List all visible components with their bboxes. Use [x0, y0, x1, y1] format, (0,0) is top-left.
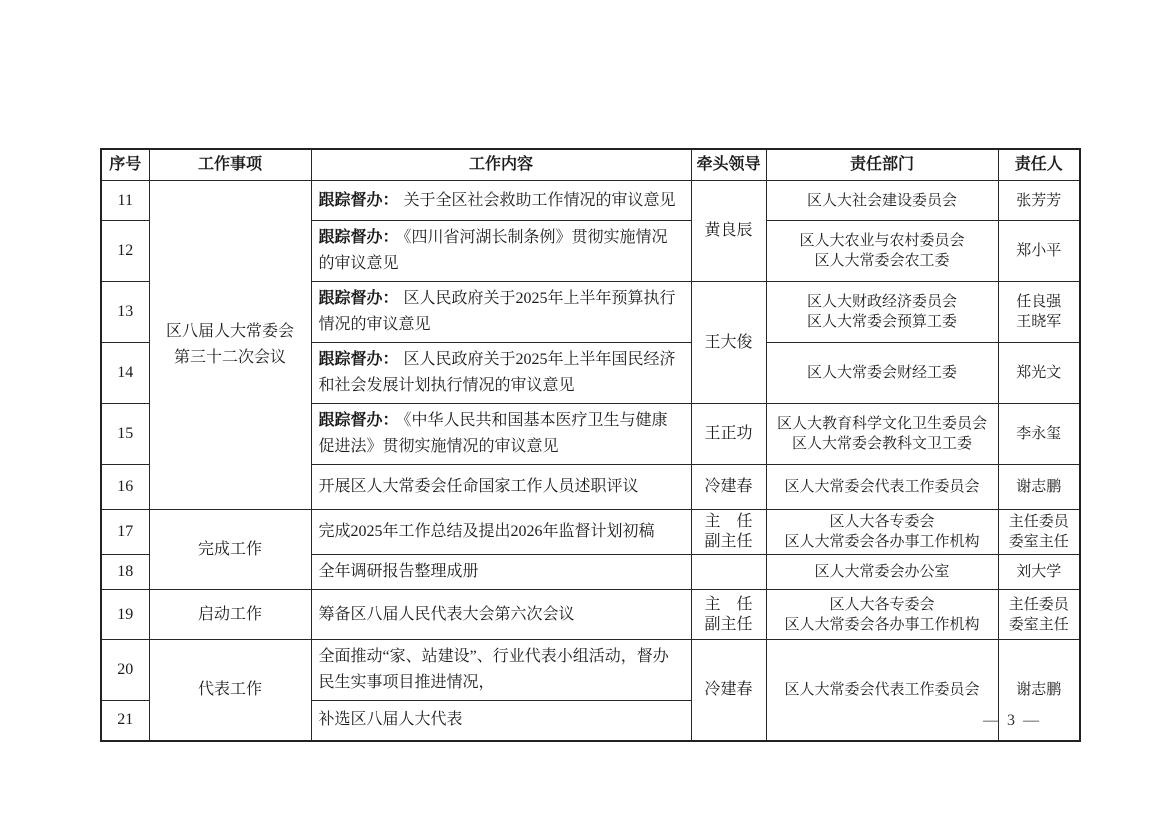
table-header-row — [101, 149, 1080, 181]
content-text: 筹备区八届人民代表大会第六次会议 — [318, 605, 575, 623]
person-cell — [998, 181, 1080, 221]
person-name: 郑小平 — [1016, 243, 1062, 259]
content-text: 补选区八届人大代表 — [318, 711, 463, 729]
person-name: 张芳芳 — [1016, 192, 1062, 209]
person-name: 谢志鹏 — [1016, 681, 1062, 698]
dept-line: 区人大常委会各办事工作机构 — [784, 534, 980, 550]
content-prefix: 跟踪督办： — [318, 229, 399, 246]
leader-name: 冷建春 — [704, 680, 753, 698]
dept-cell — [766, 465, 998, 510]
header-no: 序号 — [101, 149, 149, 181]
work-item-cell — [149, 510, 311, 590]
content-text: 关于全区社会救助工作情况的审议意见 — [403, 191, 676, 209]
leader-name: 副主任 — [704, 533, 753, 550]
row-no: 15 — [101, 404, 149, 465]
dept-cell — [766, 181, 998, 221]
lead-leader-cell — [691, 404, 766, 465]
dept-cell — [766, 640, 998, 741]
row-no: 21 — [101, 701, 149, 741]
header-lead-leader: 牵头领导 — [691, 149, 766, 181]
header-dept: 责任部门 — [766, 149, 998, 181]
content-text: 全面推动“家、站建设”、行业代表小组活动，督办民生实事项目推进情况， — [318, 648, 669, 691]
dept-line: 区人大常委会预算工委 — [806, 314, 957, 330]
row-no: 13 — [101, 282, 149, 343]
work-content-cell — [311, 181, 691, 221]
table-row — [101, 640, 1080, 701]
table-row — [101, 590, 1080, 640]
person-name: 刘大学 — [1016, 564, 1062, 580]
dept-line: 区人大常委会代表工作委员会 — [784, 681, 980, 698]
content-text: 区人民政府关于2025年上半年国民经济和社会发展计划执行情况的审议意见 — [318, 351, 676, 394]
row-no: 11 — [101, 181, 149, 221]
row-no: 20 — [101, 640, 149, 701]
table-row — [101, 510, 1080, 555]
lead-leader-cell — [691, 590, 766, 640]
dept-line: 区人大财政经济委员会 — [806, 294, 957, 310]
content-text: 区人民政府关于2025年上半年预算执行情况的审议意见 — [318, 290, 676, 333]
content-text: 开展区人大常委会任命国家工作人员述职评议 — [318, 478, 639, 495]
work-content-cell — [311, 343, 691, 404]
content-text: 完成2025年工作总结及提出2026年监督计划初稿 — [318, 523, 655, 540]
row-no: 16 — [101, 465, 149, 510]
dept-line: 区人大教育科学文化卫生委员会 — [776, 416, 987, 432]
work-content-cell — [311, 590, 691, 640]
header-work-content: 工作内容 — [311, 149, 691, 181]
lead-leader-cell — [691, 555, 766, 590]
content-prefix: 跟踪督办： — [318, 412, 399, 429]
work-content-cell — [311, 404, 691, 465]
person-cell — [998, 465, 1080, 510]
person-name: 李永玺 — [1016, 426, 1062, 442]
leader-name: 冷建春 — [704, 478, 753, 495]
person-name: 王晓军 — [1016, 314, 1062, 330]
header-person: 责任人 — [998, 149, 1080, 181]
lead-leader-cell — [691, 181, 766, 282]
dept-cell — [766, 282, 998, 343]
work-item-cell — [149, 590, 311, 640]
work-item-line: 区八届人大常委会 — [165, 323, 294, 340]
leader-name: 黄良辰 — [704, 222, 753, 239]
leader-name: 主 任 — [704, 595, 753, 613]
content-text: 《中华人民共和国基本医疗卫生与健康促进法》贯彻实施情况的审议意见 — [318, 412, 668, 455]
leader-name: 副主任 — [704, 615, 753, 633]
dept-line: 区人大各专委会 — [829, 514, 935, 530]
person-cell — [998, 221, 1080, 282]
leader-name: 王大俊 — [704, 333, 753, 351]
row-no: 17 — [101, 510, 149, 555]
row-no: 12 — [101, 221, 149, 282]
dept-line: 区人大常委会教科文卫工委 — [791, 436, 972, 452]
work-item-line: 代表工作 — [197, 680, 262, 698]
work-item-line: 完成工作 — [197, 540, 262, 558]
dept-cell — [766, 343, 998, 404]
person-name: 主任委员 — [1008, 596, 1069, 613]
work-plan-table — [100, 148, 1081, 742]
dept-cell — [766, 510, 998, 555]
dept-line: 区人大常委会各办事工作机构 — [784, 616, 980, 633]
dept-cell — [766, 555, 998, 590]
content-prefix: 跟踪督办： — [318, 191, 399, 209]
work-item-cell — [149, 181, 311, 510]
dept-line: 区人大常委会财经工委 — [806, 365, 957, 381]
work-content-cell — [311, 282, 691, 343]
work-item-line: 启动工作 — [197, 605, 262, 623]
row-no: 14 — [101, 343, 149, 404]
leader-name: 王正功 — [704, 425, 753, 442]
person-cell — [998, 404, 1080, 465]
header-work-item: 工作事项 — [149, 149, 311, 181]
dept-line: 区人大社会建设委员会 — [806, 192, 957, 209]
dept-line: 区人大农业与农村委员会 — [799, 233, 965, 249]
person-cell — [998, 510, 1080, 555]
person-name: 谢志鹏 — [1016, 479, 1062, 495]
person-cell — [998, 555, 1080, 590]
lead-leader-cell — [691, 510, 766, 555]
person-cell — [998, 343, 1080, 404]
dept-line: 区人大各专委会 — [829, 596, 935, 613]
person-name: 主任委员 — [1008, 514, 1069, 530]
work-content-cell — [311, 701, 691, 741]
work-content-cell — [311, 221, 691, 282]
leader-name: 主 任 — [704, 513, 753, 530]
dept-cell — [766, 404, 998, 465]
dept-cell — [766, 221, 998, 282]
row-no: 19 — [101, 590, 149, 640]
lead-leader-cell — [691, 640, 766, 741]
work-item-line: 第三十二次会议 — [173, 349, 286, 366]
content-prefix: 跟踪督办： — [318, 290, 399, 307]
dept-line: 区人大常委会农工委 — [814, 253, 950, 269]
page-number: — 3 — — [983, 712, 1041, 729]
lead-leader-cell — [691, 465, 766, 510]
person-name: 委室主任 — [1008, 616, 1069, 633]
dept-line: 区人大常委会办公室 — [814, 564, 950, 580]
person-name: 委室主任 — [1008, 534, 1069, 550]
table-row — [101, 181, 1080, 221]
work-content-cell — [311, 465, 691, 510]
row-no: 18 — [101, 555, 149, 590]
dept-line: 区人大常委会代表工作委员会 — [784, 479, 980, 495]
dept-cell — [766, 590, 998, 640]
content-text: 全年调研报告整理成册 — [318, 563, 479, 580]
person-cell — [998, 590, 1080, 640]
work-content-cell — [311, 510, 691, 555]
lead-leader-cell — [691, 282, 766, 404]
content-prefix: 跟踪督办： — [318, 351, 399, 368]
work-item-cell — [149, 640, 311, 741]
content-text: 《四川省河湖长制条例》贯彻实施情况的审议意见 — [318, 229, 668, 272]
work-content-cell — [311, 640, 691, 701]
person-name: 郑光文 — [1016, 365, 1062, 381]
person-cell — [998, 282, 1080, 343]
work-content-cell — [311, 555, 691, 590]
person-name: 任良强 — [1016, 294, 1062, 310]
